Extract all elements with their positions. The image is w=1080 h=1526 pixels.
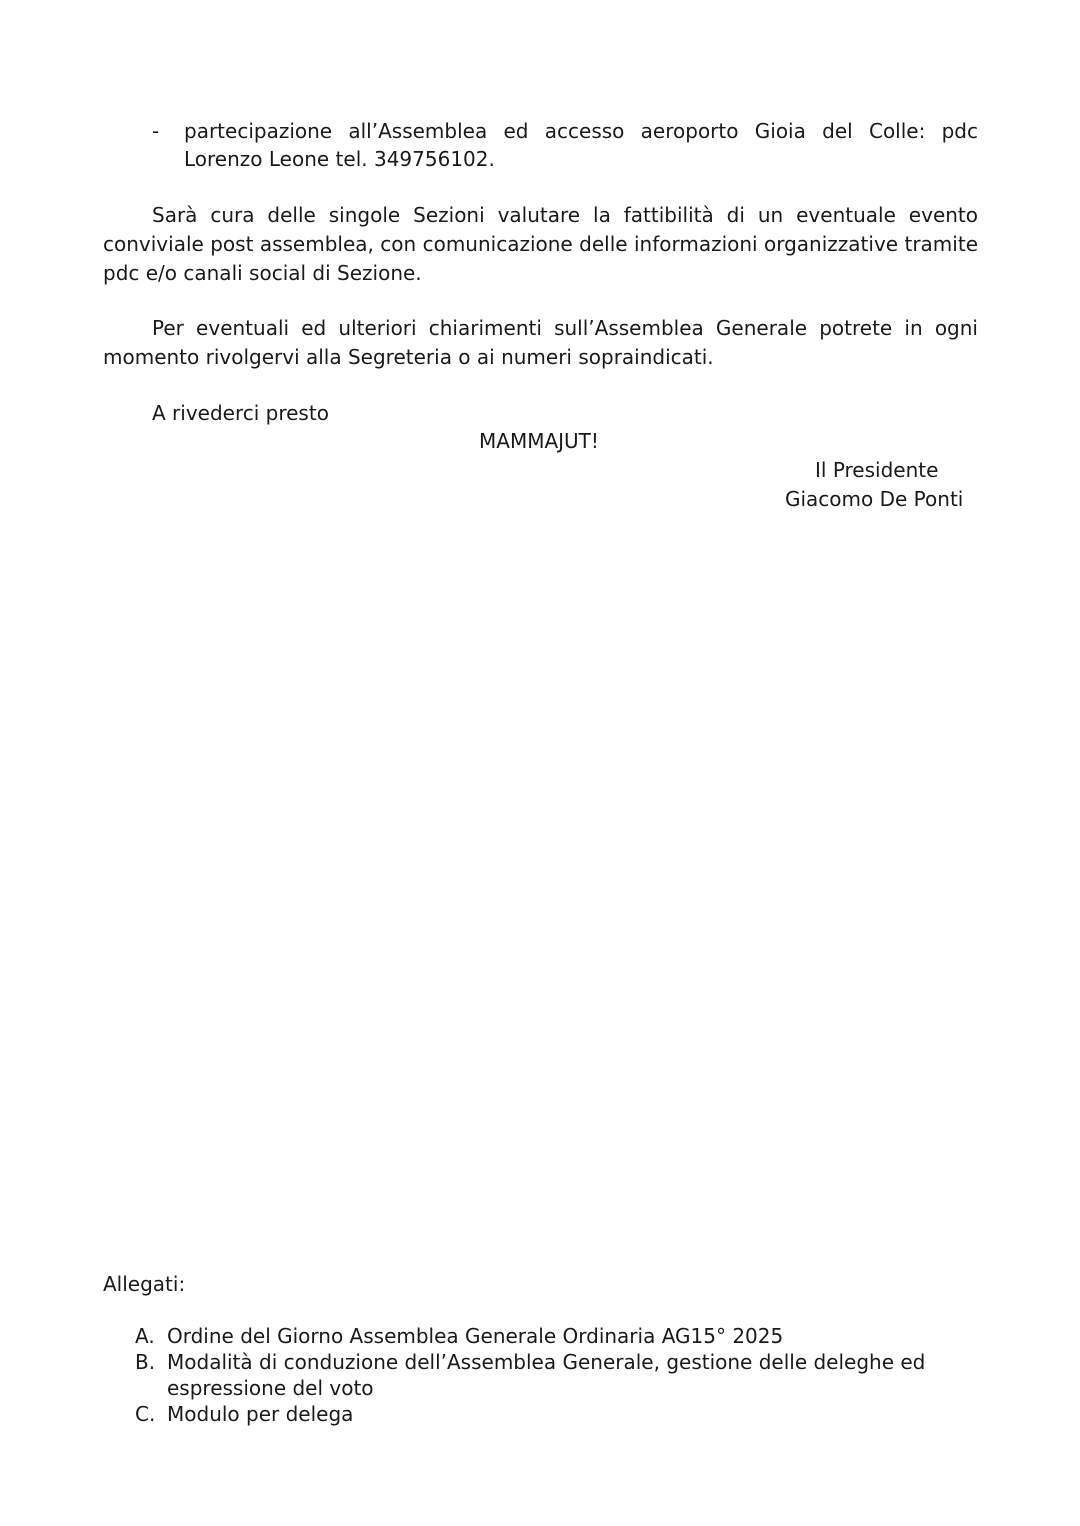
signature-name: Giacomo De Ponti bbox=[785, 487, 964, 511]
attachment-marker: C. bbox=[135, 1402, 156, 1426]
attachment-item bbox=[135, 1323, 978, 1349]
attachment-text: Ordine del Giorno Assemblea Generale Ordinaria AG15° 2025 bbox=[167, 1324, 784, 1348]
closing-greeting: A rivederci presto bbox=[152, 401, 329, 425]
attachment-item bbox=[135, 1349, 978, 1401]
signature-role: Il Presidente bbox=[815, 458, 939, 482]
bullet-dash: - bbox=[152, 119, 160, 143]
attachment-text: Modulo per delega bbox=[167, 1402, 354, 1426]
attachment-text: Modalità di conduzione dell’Assemblea Generale, gestione delle deleghe ed espressione del voto bbox=[167, 1350, 926, 1400]
closing-motto: MAMMAJUT! bbox=[479, 429, 599, 453]
attachment-item bbox=[135, 1401, 978, 1427]
attachments-list bbox=[135, 1323, 978, 1427]
paragraph-conviviale: Sarà cura delle singole Sezioni valutare la fattibilità di un eventuale evento conviviale post assemblea, con comunicazione delle informazioni organizzative tramite pdc e/o canali social di Sezione. bbox=[103, 203, 978, 285]
paragraph-chiarimenti: Per eventuali ed ulteriori chiarimenti sull’Assemblea Generale potrete in ogni momento rivolgervi alla Segreteria o ai numeri sopraindicati. bbox=[103, 316, 978, 369]
attachment-marker: B. bbox=[135, 1350, 156, 1374]
attachments-heading: Allegati: bbox=[103, 1272, 186, 1296]
bullet-text: partecipazione all’Assemblea ed accesso aeroporto Gioia del Colle: pdc Lorenzo Leone tel. 349756102. bbox=[184, 119, 978, 171]
attachment-marker: A. bbox=[135, 1324, 155, 1348]
